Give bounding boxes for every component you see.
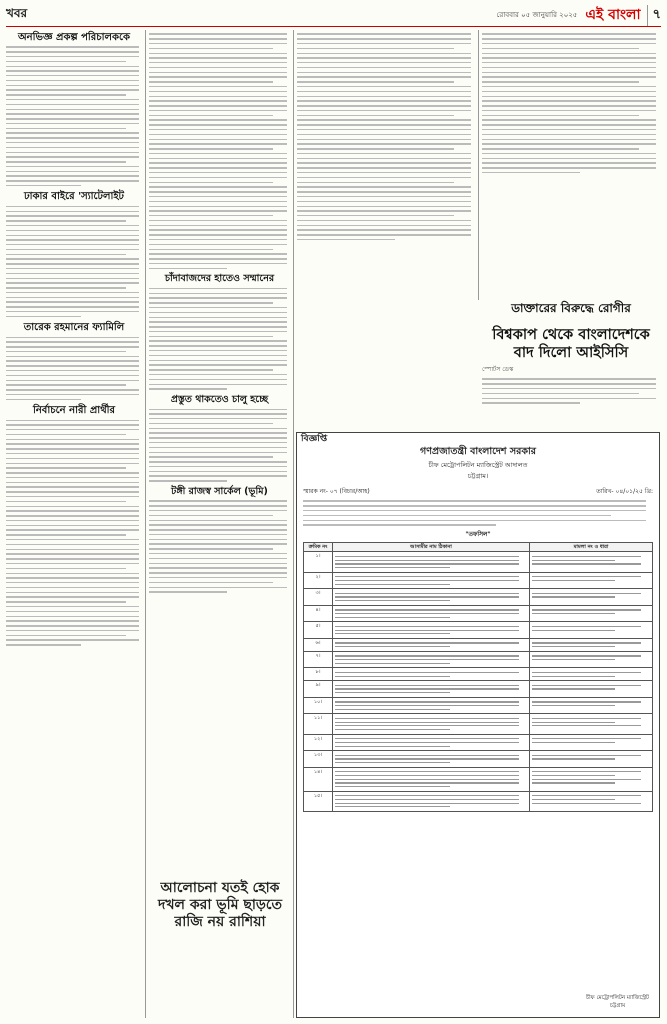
notice-location: চট্টগ্রাম।: [467, 472, 489, 480]
row-number: ১৫।: [304, 791, 333, 811]
case-details: [530, 668, 653, 681]
article-byline: স্পোর্টস ডেস্ক: [482, 366, 514, 373]
table-row: [304, 589, 653, 606]
sports-article: [482, 322, 660, 432]
accused-details: [333, 681, 530, 698]
accused-details: [333, 668, 530, 681]
section-label: খবর: [6, 6, 28, 20]
article-body: [6, 46, 142, 186]
accused-details: [333, 734, 530, 751]
case-details: [530, 651, 653, 668]
case-details: [530, 734, 653, 751]
issue-date: রোববার ০৫ জানুয়ারি ২০২৫: [496, 11, 578, 19]
row-number: ৭।: [304, 651, 333, 668]
article-headline: ডাক্তারের বিরুদ্ধে রোগীর: [511, 301, 631, 315]
case-details: [530, 681, 653, 698]
article-body: [297, 33, 475, 240]
row-number: ১২।: [304, 734, 333, 751]
case-details: [530, 767, 653, 791]
column-rule: [145, 30, 146, 1018]
table-title: "তফসিল": [465, 531, 491, 539]
column-a: [6, 30, 142, 1018]
row-number: ১১।: [304, 714, 333, 734]
accused-details: [333, 697, 530, 714]
accused-details: [333, 751, 530, 768]
table-row: [304, 552, 653, 572]
column-header: আসামীর নাম ঠিকানা: [333, 543, 530, 552]
article-body: [149, 409, 290, 482]
notice-heading: গণপ্রজাতন্ত্রী বাংলাদেশ সরকার: [420, 446, 536, 457]
article-body: [149, 288, 290, 390]
accused-details: [333, 605, 530, 622]
row-number: ১৩।: [304, 751, 333, 768]
row-number: ২।: [304, 572, 333, 589]
notice-table: [303, 542, 653, 812]
article-body: [6, 206, 142, 317]
row-number: ৮।: [304, 668, 333, 681]
accused-details: [333, 767, 530, 791]
column-b: [149, 30, 290, 876]
row-number: ১৪।: [304, 767, 333, 791]
column-c: [297, 30, 475, 430]
case-details: [530, 638, 653, 651]
table-row: [304, 638, 653, 651]
table-row: [304, 734, 653, 751]
article-body: [149, 500, 290, 592]
signature-block: চীফ মেট্রোপলিটন ম্যাজিস্ট্রেট চট্টগ্রাম: [586, 995, 649, 1009]
table-row: [304, 651, 653, 668]
case-details: [530, 572, 653, 589]
case-details: [530, 697, 653, 714]
table-row: [304, 751, 653, 768]
article-body: [482, 378, 660, 403]
article-body: [6, 337, 142, 401]
accused-details: [333, 572, 530, 589]
article-headline: টঙ্গী রাজস্ব সার্কেল (ভূমি): [171, 485, 268, 497]
case-details: [530, 791, 653, 811]
row-number: ১।: [304, 552, 333, 572]
row-number: ৬।: [304, 638, 333, 651]
case-details: [530, 605, 653, 622]
article-body: [6, 420, 142, 646]
article-headline: চাঁদাবাজদের হাতেও সম্মানের: [164, 273, 275, 285]
article-headline: নির্বাচনে নারী প্রার্থীর: [32, 405, 116, 417]
table-row: [304, 572, 653, 589]
row-number: ১০।: [304, 697, 333, 714]
column-header: মামলা নং ও ধারা: [530, 543, 653, 552]
table-row: [304, 668, 653, 681]
table-row: [304, 697, 653, 714]
row-number: ৪।: [304, 605, 333, 622]
feature-headline-line: রাজি নয় রাশিয়া: [174, 914, 266, 930]
accused-details: [333, 638, 530, 651]
column-d: [482, 30, 660, 296]
accused-details: [333, 791, 530, 811]
table-row: [304, 714, 653, 734]
notice-tag: বিজ্ঞপ্তি: [301, 434, 328, 444]
table-row: [304, 767, 653, 791]
newspaper-brand: এই বাংলা: [585, 7, 641, 23]
column-rule: [293, 30, 294, 1018]
accused-details: [333, 714, 530, 734]
table-row: [304, 622, 653, 639]
accused-details: [333, 651, 530, 668]
page-number: ৭: [647, 5, 661, 26]
memo-number: স্মারক নং- ০৭ (বিচার/আহ): [303, 488, 370, 495]
feature-headline-line: দখল করা ভূমি ছাড়তে: [157, 897, 283, 913]
column-rule: [478, 30, 479, 300]
accused-details: [333, 589, 530, 606]
row-number: ৯।: [304, 681, 333, 698]
table-row: [304, 791, 653, 811]
accused-details: [333, 622, 530, 639]
case-details: [530, 751, 653, 768]
notice-subheading: চীফ মেট্রোপলিটন ম্যাজিস্ট্রেট আদালত: [428, 461, 528, 469]
article-headline: তারেক রহমানের ফ্যামিলি: [23, 322, 125, 334]
row-number: ৩।: [304, 589, 333, 606]
case-details: [530, 714, 653, 734]
accused-details: [333, 552, 530, 572]
column-header: ক্রমিক নং: [304, 543, 333, 552]
notice-body: [303, 500, 653, 525]
article-body: [482, 33, 660, 173]
court-notice: [296, 432, 660, 1018]
table-row: [304, 681, 653, 698]
article-headline: ঢাকার বাইরে 'স্যাটেলাইট: [23, 191, 125, 203]
case-details: [530, 622, 653, 639]
case-details: [530, 552, 653, 572]
article-headline: প্রস্তুত থাকতেও চালু হচ্ছে: [170, 393, 269, 405]
table-row: [304, 605, 653, 622]
memo-date: তারিখ- ০৪/০১/২৫ খ্রি:: [596, 488, 653, 495]
article-headline: অনভিজ্ঞ প্রকল্প পরিচালককে: [18, 32, 130, 43]
masthead: [6, 4, 661, 27]
case-details: [530, 589, 653, 606]
row-number: ৫।: [304, 622, 333, 639]
article-headline: বিশ্বকাপ থেকে বাংলাদেশকে বাদ দিলো আইসিসি: [492, 327, 650, 361]
article-body: [149, 33, 290, 269]
feature-headline: [148, 880, 292, 931]
feature-headline-line: আলোচনা যতই হোক: [160, 880, 280, 896]
